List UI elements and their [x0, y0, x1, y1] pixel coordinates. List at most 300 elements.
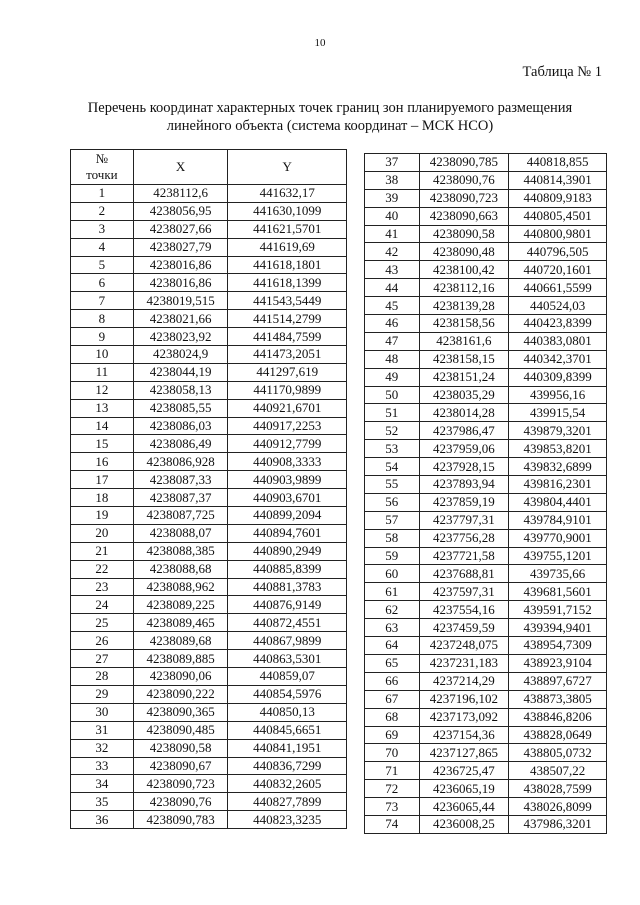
table-row	[71, 328, 347, 346]
table-row	[365, 511, 607, 529]
point-number-cell: 35	[71, 793, 134, 811]
table-row	[365, 368, 607, 386]
x-coordinate-cell: 4238027,66	[133, 220, 228, 238]
y-coordinate-cell: 439879,3201	[509, 422, 607, 440]
header-x: X	[133, 150, 228, 185]
table-row	[365, 654, 607, 672]
table-row	[365, 440, 607, 458]
x-coordinate-cell: 4238090,783	[133, 811, 228, 829]
point-number-cell: 2	[71, 202, 134, 220]
x-coordinate-cell: 4238021,66	[133, 310, 228, 328]
x-coordinate-cell: 4238090,723	[419, 189, 509, 207]
x-coordinate-cell: 4238089,68	[133, 632, 228, 650]
y-coordinate-cell: 440903,6701	[228, 489, 347, 507]
y-coordinate-cell: 440872,4551	[228, 614, 347, 632]
table-row	[71, 185, 347, 203]
point-number-cell: 44	[365, 279, 420, 297]
y-coordinate-cell: 441619,69	[228, 238, 347, 256]
table-row	[365, 422, 607, 440]
x-coordinate-cell: 4238024,9	[133, 346, 228, 364]
x-coordinate-cell: 4238090,365	[133, 703, 228, 721]
x-coordinate-cell: 4238027,79	[133, 238, 228, 256]
y-coordinate-cell: 441621,5701	[228, 220, 347, 238]
table-row	[71, 524, 347, 542]
x-coordinate-cell: 4237893,94	[419, 476, 509, 494]
table-row	[71, 453, 347, 471]
point-number-cell: 25	[71, 614, 134, 632]
y-coordinate-cell: 440796,505	[509, 243, 607, 261]
x-coordinate-cell: 4238087,37	[133, 489, 228, 507]
table-row	[71, 292, 347, 310]
title-line-1: Перечень координат характерных точек границ зон планируемого размещения	[87, 100, 573, 116]
point-number-cell: 29	[71, 685, 134, 703]
y-coordinate-cell: 440917,2253	[228, 417, 347, 435]
table-row	[71, 220, 347, 238]
y-coordinate-cell: 440912,7799	[228, 435, 347, 453]
table-row	[365, 726, 607, 744]
table-row	[71, 596, 347, 614]
table-row	[71, 775, 347, 793]
y-coordinate-cell: 440854,5976	[228, 685, 347, 703]
x-coordinate-cell: 4237756,28	[419, 529, 509, 547]
table-row	[71, 757, 347, 775]
table-row	[365, 315, 607, 333]
y-coordinate-cell: 440836,7299	[228, 757, 347, 775]
point-number-cell: 62	[365, 601, 420, 619]
point-number-cell: 40	[365, 207, 420, 225]
x-coordinate-cell: 4238088,385	[133, 542, 228, 560]
x-coordinate-cell: 4238058,13	[133, 381, 228, 399]
y-coordinate-cell: 438923,9104	[509, 654, 607, 672]
x-coordinate-cell: 4238088,962	[133, 578, 228, 596]
table-row	[71, 489, 347, 507]
point-number-cell: 34	[71, 775, 134, 793]
table-row	[71, 202, 347, 220]
table-row	[365, 243, 607, 261]
table-row	[365, 815, 607, 833]
y-coordinate-cell: 439832,6899	[509, 458, 607, 476]
table-row	[71, 811, 347, 829]
y-coordinate-cell: 441484,7599	[228, 328, 347, 346]
point-number-cell: 39	[365, 189, 420, 207]
y-coordinate-cell: 440899,2094	[228, 507, 347, 525]
y-coordinate-cell: 440423,8399	[509, 315, 607, 333]
table-row	[71, 632, 347, 650]
point-number-cell: 19	[71, 507, 134, 525]
x-coordinate-cell: 4238090,76	[133, 793, 228, 811]
point-number-cell: 42	[365, 243, 420, 261]
y-coordinate-cell: 441543,5449	[228, 292, 347, 310]
y-coordinate-cell: 440832,2605	[228, 775, 347, 793]
point-number-cell: 46	[365, 315, 420, 333]
table-label: Таблица № 1	[522, 64, 602, 80]
point-number-cell: 53	[365, 440, 420, 458]
x-coordinate-cell: 4238090,06	[133, 668, 228, 686]
coordinates-table-left	[70, 149, 347, 829]
x-coordinate-cell: 4238112,16	[419, 279, 509, 297]
x-coordinate-cell: 4237554,16	[419, 601, 509, 619]
point-number-cell: 63	[365, 619, 420, 637]
y-coordinate-cell: 438846,8206	[509, 708, 607, 726]
header-num-word: точки	[86, 167, 118, 182]
x-coordinate-cell: 4238151,24	[419, 368, 509, 386]
table-row	[71, 435, 347, 453]
table-row	[365, 297, 607, 315]
page-number: 10	[314, 37, 326, 49]
x-coordinate-cell: 4238090,67	[133, 757, 228, 775]
y-coordinate-cell: 439681,5601	[509, 583, 607, 601]
table-row	[365, 798, 607, 816]
point-number-cell: 14	[71, 417, 134, 435]
point-number-cell: 4	[71, 238, 134, 256]
point-number-cell: 11	[71, 363, 134, 381]
x-coordinate-cell: 4237797,31	[419, 511, 509, 529]
x-coordinate-cell: 4238023,92	[133, 328, 228, 346]
table-row	[365, 762, 607, 780]
point-number-cell: 26	[71, 632, 134, 650]
point-number-cell: 45	[365, 297, 420, 315]
point-number-cell: 55	[365, 476, 420, 494]
point-number-cell: 51	[365, 404, 420, 422]
coordinates-table-right	[364, 153, 607, 834]
table-row	[71, 578, 347, 596]
point-number-cell: 21	[71, 542, 134, 560]
y-coordinate-cell: 439816,2301	[509, 476, 607, 494]
point-number-cell: 17	[71, 471, 134, 489]
table-row	[365, 744, 607, 762]
y-coordinate-cell: 440661,5599	[509, 279, 607, 297]
table-body-right	[365, 154, 607, 834]
table-row	[71, 650, 347, 668]
y-coordinate-cell: 440720,1601	[509, 261, 607, 279]
title-line-2: линейного объекта (система координат – МСК НСО)	[166, 118, 494, 134]
table-row	[365, 386, 607, 404]
y-coordinate-cell: 440827,7899	[228, 793, 347, 811]
table-row	[365, 493, 607, 511]
y-coordinate-cell: 440885,8399	[228, 560, 347, 578]
point-number-cell: 72	[365, 780, 420, 798]
x-coordinate-cell: 4238087,725	[133, 507, 228, 525]
point-number-cell: 54	[365, 458, 420, 476]
y-coordinate-cell: 440845,6651	[228, 721, 347, 739]
table-row	[71, 238, 347, 256]
x-coordinate-cell: 4237959,06	[419, 440, 509, 458]
table-row	[365, 547, 607, 565]
y-coordinate-cell: 440524,03	[509, 297, 607, 315]
table-row	[71, 346, 347, 364]
x-coordinate-cell: 4237214,29	[419, 672, 509, 690]
x-coordinate-cell: 4237597,31	[419, 583, 509, 601]
x-coordinate-cell: 4238139,28	[419, 297, 509, 315]
y-coordinate-cell: 440342,3701	[509, 350, 607, 368]
point-number-cell: 37	[365, 154, 420, 172]
y-coordinate-cell: 440903,9899	[228, 471, 347, 489]
point-number-cell: 22	[71, 560, 134, 578]
table-row	[365, 404, 607, 422]
table-row	[71, 381, 347, 399]
y-coordinate-cell: 440809,9183	[509, 189, 607, 207]
table-row	[365, 225, 607, 243]
x-coordinate-cell: 4237459,59	[419, 619, 509, 637]
table-body-left	[71, 185, 347, 829]
point-number-cell: 32	[71, 739, 134, 757]
y-coordinate-cell: 440921,6701	[228, 399, 347, 417]
point-number-cell: 13	[71, 399, 134, 417]
x-coordinate-cell: 4238016,86	[133, 256, 228, 274]
x-coordinate-cell: 4238086,928	[133, 453, 228, 471]
y-coordinate-cell: 440890,2949	[228, 542, 347, 560]
table-row	[365, 637, 607, 655]
point-number-cell: 61	[365, 583, 420, 601]
x-coordinate-cell: 4238016,86	[133, 274, 228, 292]
x-coordinate-cell: 4237173,092	[419, 708, 509, 726]
x-coordinate-cell: 4238088,07	[133, 524, 228, 542]
point-number-cell: 30	[71, 703, 134, 721]
point-number-cell: 23	[71, 578, 134, 596]
x-coordinate-cell: 4237248,075	[419, 637, 509, 655]
y-coordinate-cell: 440818,855	[509, 154, 607, 172]
point-number-cell: 24	[71, 596, 134, 614]
table-row	[71, 668, 347, 686]
x-coordinate-cell: 4238090,222	[133, 685, 228, 703]
point-number-cell: 12	[71, 381, 134, 399]
y-coordinate-cell: 440805,4501	[509, 207, 607, 225]
x-coordinate-cell: 4237721,58	[419, 547, 509, 565]
point-number-cell: 3	[71, 220, 134, 238]
y-coordinate-cell: 441618,1399	[228, 274, 347, 292]
point-number-cell: 57	[365, 511, 420, 529]
y-coordinate-cell: 438954,7309	[509, 637, 607, 655]
y-coordinate-cell: 441630,1099	[228, 202, 347, 220]
table-row	[365, 583, 607, 601]
y-coordinate-cell: 440863,5301	[228, 650, 347, 668]
point-number-cell: 74	[365, 815, 420, 833]
header-point-number	[71, 150, 134, 185]
table-row	[365, 690, 607, 708]
y-coordinate-cell: 441618,1801	[228, 256, 347, 274]
y-coordinate-cell: 440309,8399	[509, 368, 607, 386]
x-coordinate-cell: 4238086,03	[133, 417, 228, 435]
point-number-cell: 71	[365, 762, 420, 780]
header-num-symbol: №	[95, 151, 109, 166]
table-row	[71, 685, 347, 703]
x-coordinate-cell: 4238014,28	[419, 404, 509, 422]
point-number-cell: 16	[71, 453, 134, 471]
y-coordinate-cell: 438828,0649	[509, 726, 607, 744]
table-row	[71, 471, 347, 489]
table-row	[365, 708, 607, 726]
table-row	[365, 458, 607, 476]
point-number-cell: 38	[365, 171, 420, 189]
point-number-cell: 6	[71, 274, 134, 292]
x-coordinate-cell: 4238158,15	[419, 350, 509, 368]
point-number-cell: 31	[71, 721, 134, 739]
table-row	[71, 739, 347, 757]
x-coordinate-cell: 4236725,47	[419, 762, 509, 780]
y-coordinate-cell: 439735,66	[509, 565, 607, 583]
x-coordinate-cell: 4238090,76	[419, 171, 509, 189]
table-row	[71, 721, 347, 739]
point-number-cell: 50	[365, 386, 420, 404]
y-coordinate-cell: 438873,3805	[509, 690, 607, 708]
point-number-cell: 43	[365, 261, 420, 279]
y-coordinate-cell: 441514,2799	[228, 310, 347, 328]
table-row	[365, 189, 607, 207]
x-coordinate-cell: 4236065,19	[419, 780, 509, 798]
x-coordinate-cell: 4237231,183	[419, 654, 509, 672]
point-number-cell: 33	[71, 757, 134, 775]
x-coordinate-cell: 4238035,29	[419, 386, 509, 404]
table-row	[71, 793, 347, 811]
y-coordinate-cell: 438805,0732	[509, 744, 607, 762]
point-number-cell: 52	[365, 422, 420, 440]
y-coordinate-cell: 440814,3901	[509, 171, 607, 189]
x-coordinate-cell: 4238090,48	[419, 243, 509, 261]
x-coordinate-cell: 4238085,55	[133, 399, 228, 417]
point-number-cell: 49	[365, 368, 420, 386]
table-row	[365, 565, 607, 583]
x-coordinate-cell: 4237127,865	[419, 744, 509, 762]
point-number-cell: 56	[365, 493, 420, 511]
table-row	[365, 279, 607, 297]
table-row	[71, 274, 347, 292]
x-coordinate-cell: 4238090,485	[133, 721, 228, 739]
table-row	[365, 332, 607, 350]
table-row	[71, 560, 347, 578]
table-row	[71, 703, 347, 721]
x-coordinate-cell: 4238086,49	[133, 435, 228, 453]
y-coordinate-cell: 441297,619	[228, 363, 347, 381]
point-number-cell: 10	[71, 346, 134, 364]
y-coordinate-cell: 439394,9401	[509, 619, 607, 637]
y-coordinate-cell: 440850,13	[228, 703, 347, 721]
point-number-cell: 20	[71, 524, 134, 542]
x-coordinate-cell: 4237196,102	[419, 690, 509, 708]
x-coordinate-cell: 4238090,663	[419, 207, 509, 225]
point-number-cell: 66	[365, 672, 420, 690]
point-number-cell: 70	[365, 744, 420, 762]
x-coordinate-cell: 4238089,885	[133, 650, 228, 668]
point-number-cell: 67	[365, 690, 420, 708]
table-row	[71, 614, 347, 632]
table-row	[71, 417, 347, 435]
document-title	[60, 99, 600, 135]
x-coordinate-cell: 4238100,42	[419, 261, 509, 279]
x-coordinate-cell: 4237986,47	[419, 422, 509, 440]
y-coordinate-cell: 440894,7601	[228, 524, 347, 542]
table-row	[365, 350, 607, 368]
y-coordinate-cell: 441170,9899	[228, 381, 347, 399]
table-row	[365, 672, 607, 690]
point-number-cell: 48	[365, 350, 420, 368]
x-coordinate-cell: 4238088,68	[133, 560, 228, 578]
y-coordinate-cell: 439755,1201	[509, 547, 607, 565]
point-number-cell: 64	[365, 637, 420, 655]
y-coordinate-cell: 439853,8201	[509, 440, 607, 458]
point-number-cell: 69	[365, 726, 420, 744]
x-coordinate-cell: 4238158,56	[419, 315, 509, 333]
y-coordinate-cell: 440383,0801	[509, 332, 607, 350]
x-coordinate-cell: 4238112,6	[133, 185, 228, 203]
point-number-cell: 68	[365, 708, 420, 726]
x-coordinate-cell: 4238019,515	[133, 292, 228, 310]
point-number-cell: 59	[365, 547, 420, 565]
point-number-cell: 36	[71, 811, 134, 829]
x-coordinate-cell: 4238089,465	[133, 614, 228, 632]
y-coordinate-cell: 440859,07	[228, 668, 347, 686]
y-coordinate-cell: 439804,4401	[509, 493, 607, 511]
x-coordinate-cell: 4238087,33	[133, 471, 228, 489]
y-coordinate-cell: 440841,1951	[228, 739, 347, 757]
table-row	[365, 207, 607, 225]
point-number-cell: 5	[71, 256, 134, 274]
y-coordinate-cell: 438028,7599	[509, 780, 607, 798]
x-coordinate-cell: 4236008,25	[419, 815, 509, 833]
point-number-cell: 27	[71, 650, 134, 668]
table-row	[365, 171, 607, 189]
x-coordinate-cell: 4238090,58	[419, 225, 509, 243]
table-row	[365, 619, 607, 637]
y-coordinate-cell: 440876,9149	[228, 596, 347, 614]
x-coordinate-cell: 4238089,225	[133, 596, 228, 614]
x-coordinate-cell: 4238090,58	[133, 739, 228, 757]
table-row	[71, 507, 347, 525]
x-coordinate-cell: 4238090,723	[133, 775, 228, 793]
y-coordinate-cell: 439915,54	[509, 404, 607, 422]
table-header-row	[71, 150, 347, 185]
table-row	[71, 256, 347, 274]
table-row	[365, 780, 607, 798]
point-number-cell: 1	[71, 185, 134, 203]
x-coordinate-cell: 4238056,95	[133, 202, 228, 220]
table-row	[365, 529, 607, 547]
point-number-cell: 73	[365, 798, 420, 816]
y-coordinate-cell: 439784,9101	[509, 511, 607, 529]
x-coordinate-cell: 4238090,785	[419, 154, 509, 172]
point-number-cell: 41	[365, 225, 420, 243]
x-coordinate-cell: 4238161,6	[419, 332, 509, 350]
point-number-cell: 15	[71, 435, 134, 453]
y-coordinate-cell: 438897,6727	[509, 672, 607, 690]
y-coordinate-cell: 440823,3235	[228, 811, 347, 829]
x-coordinate-cell: 4236065,44	[419, 798, 509, 816]
y-coordinate-cell: 439770,9001	[509, 529, 607, 547]
table-row	[71, 399, 347, 417]
table-row	[71, 310, 347, 328]
header-y: Y	[228, 150, 347, 185]
point-number-cell: 18	[71, 489, 134, 507]
point-number-cell: 9	[71, 328, 134, 346]
x-coordinate-cell: 4237928,15	[419, 458, 509, 476]
table-row	[71, 363, 347, 381]
point-number-cell: 7	[71, 292, 134, 310]
point-number-cell: 47	[365, 332, 420, 350]
y-coordinate-cell: 440800,9801	[509, 225, 607, 243]
x-coordinate-cell: 4238044,19	[133, 363, 228, 381]
y-coordinate-cell: 438507,22	[509, 762, 607, 780]
point-number-cell: 65	[365, 654, 420, 672]
y-coordinate-cell: 440867,9899	[228, 632, 347, 650]
table-row	[71, 542, 347, 560]
y-coordinate-cell: 441632,17	[228, 185, 347, 203]
table-row	[365, 154, 607, 172]
y-coordinate-cell: 439591,7152	[509, 601, 607, 619]
table-row	[365, 476, 607, 494]
point-number-cell: 28	[71, 668, 134, 686]
table-row	[365, 601, 607, 619]
y-coordinate-cell: 440908,3333	[228, 453, 347, 471]
y-coordinate-cell: 441473,2051	[228, 346, 347, 364]
